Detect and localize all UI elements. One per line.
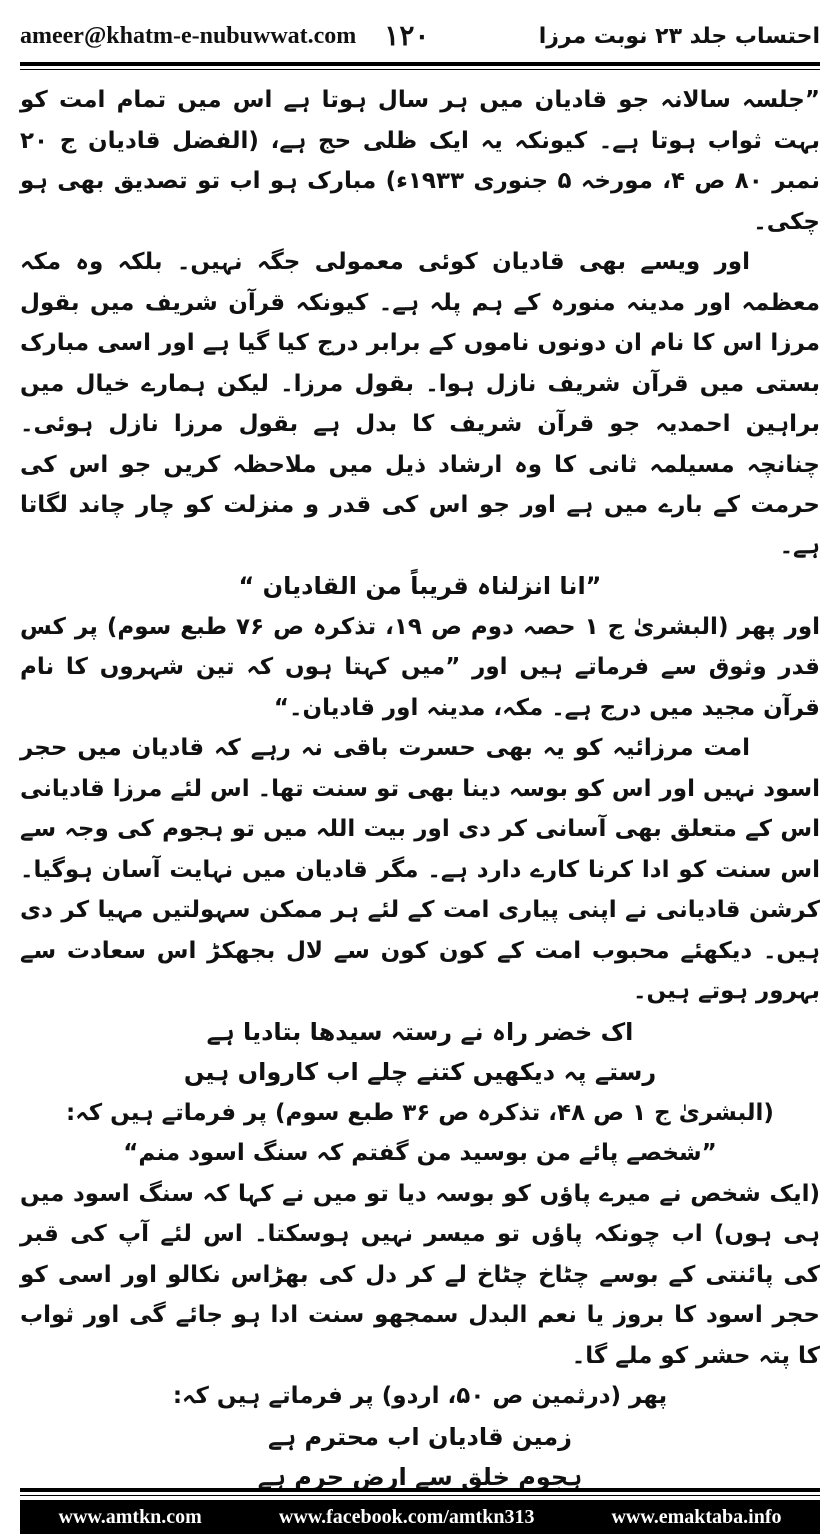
verse-2-line-2: ہجوم خلق سے ارض حرم ہے (257, 1463, 583, 1491)
footer-link-emaktaba[interactable]: www.emaktaba.info (611, 1505, 782, 1528)
persian-quote: ”شخصے پائے من بوسید من گفتم کہ سنگ اسود منم“ (123, 1140, 717, 1166)
footer-link-facebook[interactable]: www.facebook.com/amtkn313 (278, 1505, 535, 1528)
reference-line: (البشریٰ ج ۱ ص ۴۸، تذکرہ ص ۳۶ طبع سوم) پر فرماتے ہیں کہ: (66, 1099, 774, 1126)
paragraph-1: ”جلسہ سالانہ جو قادیان میں ہر سال ہوتا ہے اس میں تمام امت کو بہت ثواب ہوتا ہے۔ کیونکہ یہ ایک ظلی حج ہے، (الفضل قادیان ج ۲۰ نمبر ۸۰ ص ۴، مورخہ ۵ جنوری ۱۹۳۳ء) مبارک ہو اب تو تصدیق بھی ہو چکی۔ (20, 87, 820, 235)
page-body (20, 80, 820, 1498)
header-email[interactable]: ameer@khatm-e-nubuwwat.com (20, 22, 357, 49)
header-rule-thick (20, 62, 820, 66)
footer-bar (20, 1500, 820, 1534)
book-title: احتساب جلد ۲۳ نوبت مرزا (538, 23, 820, 49)
paragraph-5: (ایک شخص نے میرے پاؤں کو بوسہ دیا تو میں نے کہا کہ سنگ اسود میں ہی ہوں) اب چونکہ پاؤں تو میسر نہیں ہوسکتا۔ اس لئے آپ کی قبر کی پائنتی کے بوسے چٹاخ چٹاخ لے کر دل کی بھڑاس نکالو اور اسی کو حجر اسود کا بروز یا نعم البدل سمجھو سنت ادا ہو جائے گی اور ثواب کا پتہ حشر کو ملے گا۔ (20, 1180, 820, 1369)
header-rule-thin (20, 69, 820, 70)
paragraph-3: اور پھر (البشریٰ ج ۱ حصہ دوم ص ۱۹، تذکرہ ص ۷۶ طبع سوم) پر کس قدر وثوق سے فرماتے ہیں اور ”میں کہتا ہوں کہ تین شہروں کا نام قرآن مجید میں درج ہے۔ مکہ، مدینہ اور قادیان۔“ (20, 613, 821, 721)
reference-line-2: پھر (درثمین ص ۵۰، اردو) پر فرماتے ہیں کہ: (172, 1383, 668, 1409)
footer-rule-thick (20, 1488, 820, 1492)
arabic-quote: ”انا انزلناہ قریباً من القادیان “ (238, 572, 602, 600)
footer-rule-thin (20, 1495, 820, 1496)
verse-1-line-1: اک خضر راہ نے رستہ سیدھا بتادیا ہے (206, 1017, 634, 1046)
paragraph-2: اور ویسے بھی قادیان کوئی معمولی جگہ نہیں۔ بلکہ وہ مکہ معظمہ اور مدینہ منورہ کے ہم پلہ ہے۔ کیونکہ قرآن شریف میں بقول مرزا اس کا نام ان دونوں ناموں کے برابر درج کیا گیا ہے اور اسی مبارک بستی میں قرآن شریف نازل ہوا۔ بقول مرزا۔ لیکن ہمارے خیال میں براہین احمدیہ جو قرآن شریف کا بدل ہے بقول مرزا نازل ہوئی۔ چنانچہ مسیلمہ ثانی کا وہ ارشاد ذیل میں ملاحظہ کریں جو اس کی حرمت کے بارے میں ہے اور جو اس کی قدر و منزلت کو چار چاند لگاتا ہے۔ (20, 249, 820, 559)
verse-2-line-1: زمین قادیان اب محترم ہے (268, 1422, 572, 1451)
footer-link-amtkn[interactable]: www.amtkn.com (58, 1505, 202, 1528)
page-header (20, 14, 820, 58)
page-number: ۱۲۰ (384, 21, 430, 52)
paragraph-4: امت مرزائیہ کو یہ بھی حسرت باقی نہ رہے کہ قادیان میں حجر اسود نہیں اور اس کو بوسہ دینا بھی تو سنت تھا۔ اس لئے مرزا قادیانی اس کے متعلق بھی آسانی کر دی اور بیت اللہ میں تو ہجوم کی وجہ سے اس سنت کو ادا کرنا کارے دارد ہے۔ مگر قادیان میں نہایت آسان ہوگیا۔ کرشن قادیانی نے اپنی پیاری امت کے لئے ہر ممکن سہولتیں مہیا کر دی ہیں۔ دیکھئے محبوب امت کے کون کون سے لال بجھکڑ اس سعادت سے بہرور ہوتے ہیں۔ (20, 735, 820, 1004)
verse-1-line-2: رستے پہ دیکھیں کتنے چلے اب کارواں ہیں (183, 1058, 657, 1086)
header-left (20, 19, 429, 53)
